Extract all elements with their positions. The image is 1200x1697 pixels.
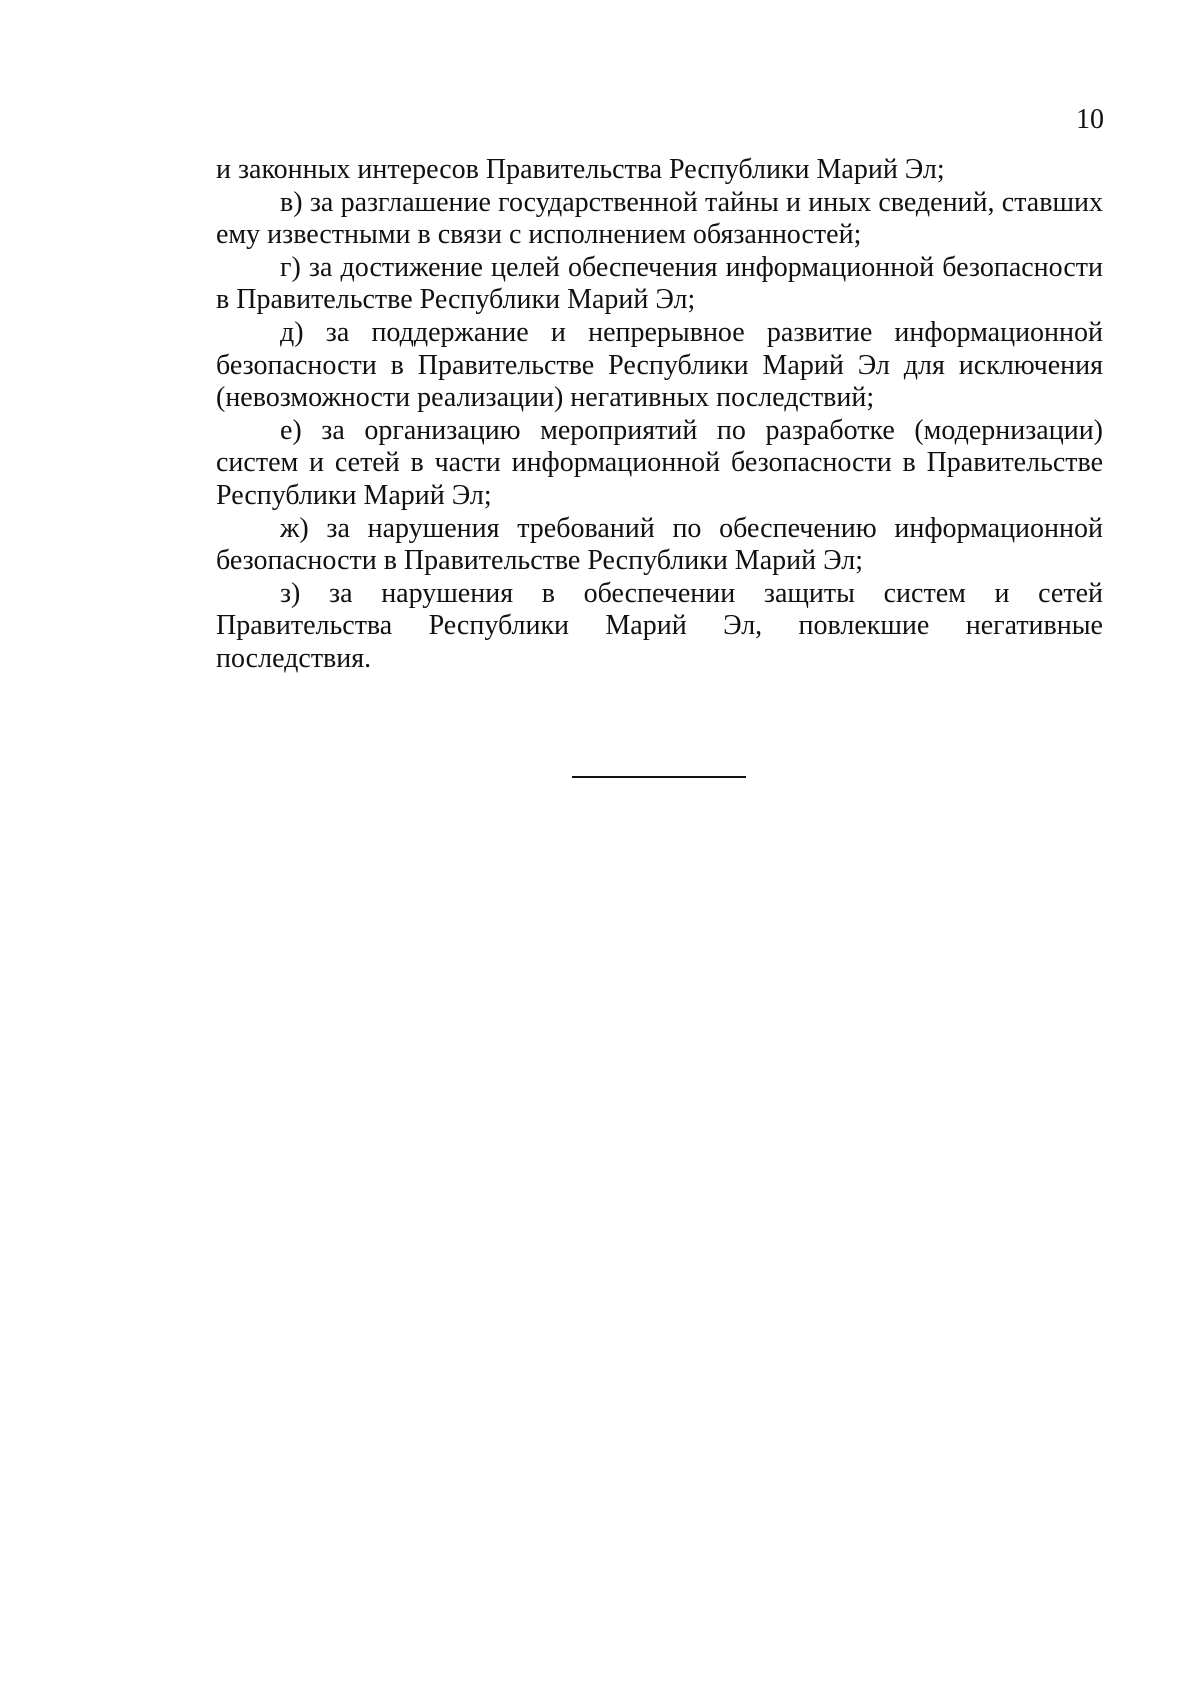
page-number: 10 — [1076, 104, 1104, 135]
paragraph-item-d: д) за поддержание и непрерывное развитие информационной безопасности в Правительстве Республики Марий Эл для исключения (невозможности реализации) негативных последствий; — [216, 316, 1103, 414]
end-of-document-rule — [572, 776, 746, 778]
paragraph-continuation: и законных интересов Правительства Республики Марий Эл; — [216, 154, 945, 185]
paragraph-item-e: е) за организацию мероприятий по разработке (модернизации) систем и сетей в части информационной безопасности в Правительстве Республики Марий Эл; — [216, 414, 1103, 511]
paragraph-item-zh: ж) за нарушения требований по обеспечению информационной безопасности в Правительстве Республики Марий Эл; — [216, 512, 1103, 577]
paragraph-item-z: з) за нарушения в обеспечении защиты систем и сетей Правительства Республики Марий Эл, повлекшие негативные последствия. — [216, 577, 1103, 674]
document-body — [216, 154, 1103, 676]
paragraph-item-g: г) за достижение целей обеспечения информационной безопасности в Правительстве Республики Марий Эл; — [216, 251, 1103, 316]
paragraph-item-v: в) за разглашение государственной тайны и иных сведений, ставших ему известными в связи с исполнением обязанностей; — [216, 186, 1103, 251]
